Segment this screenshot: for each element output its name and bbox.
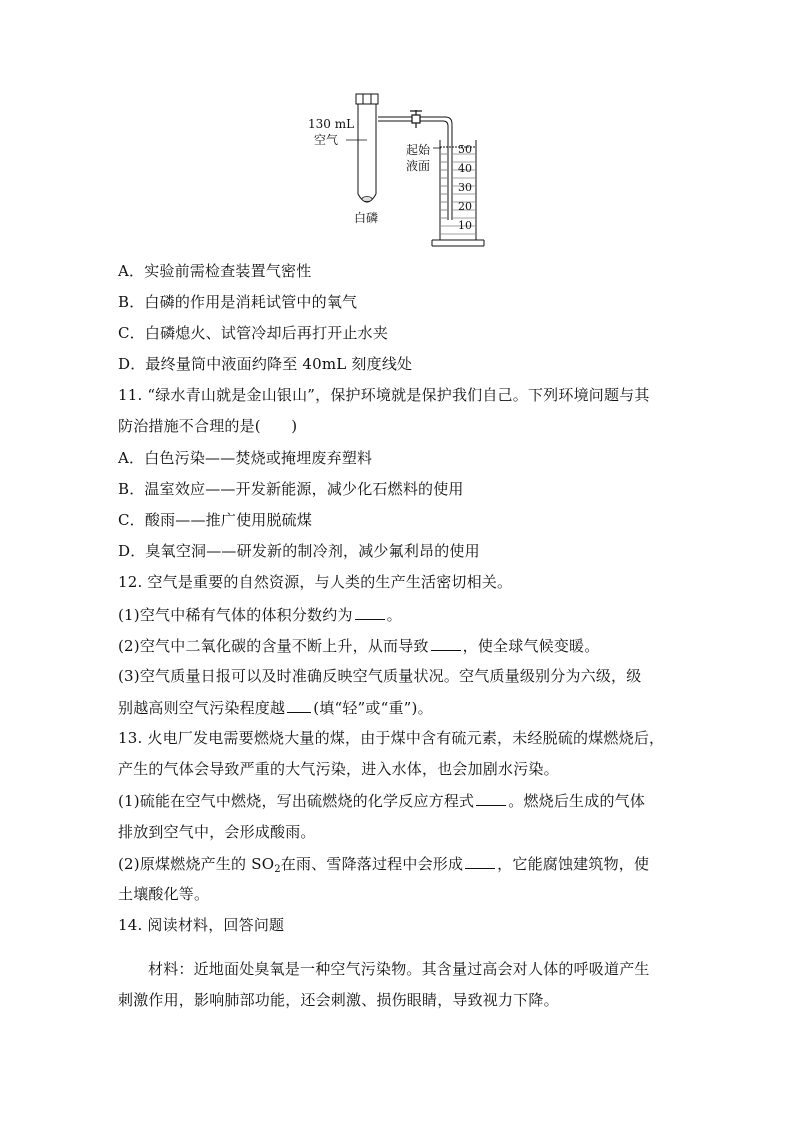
q11-stem: 11. “绿水青山就是金山银山”，保护环境就是保护我们自己。下列环境问题与其 (118, 386, 650, 404)
q14-material: 刺激作用，影响肺部功能，还会刺激、损伤眼睛，导致视力下降。 (118, 991, 559, 1009)
q12-part-3: (3)空气质量日报可以及时准确反映空气质量状况。空气质量级别分为六级，级 (118, 667, 642, 685)
q13-part-1-line-2: 排放到空气中，会形成酸雨。 (118, 823, 316, 841)
q10-option-d: D．最终量筒中液面约降至 40mL 刻度线处 (118, 355, 413, 373)
scale-label: 20 (458, 200, 472, 213)
white-phosphorus (362, 197, 372, 202)
q10-option-c: C．白磷熄火、试管冷却后再打开止水夹 (118, 324, 389, 342)
scale-label: 30 (458, 181, 472, 194)
q13-part-1-text: (1)硫能在空气中燃烧，写出硫燃烧的化学反应方程式 (118, 792, 475, 810)
air-label: 空气 (314, 133, 339, 147)
scale-label: 50 (458, 143, 472, 156)
answer-blank[interactable] (355, 604, 385, 620)
volume-label: 130 mL (308, 117, 355, 131)
q13-part-2-text: 在雨、雪降落过程中会形成 (280, 855, 464, 873)
q12-part-2-text: (2)空气中二氧化碳的含量不断上升，从而导致 (118, 637, 429, 655)
q13-part-2-text: (2)原煤燃烧产生的 SO (118, 855, 275, 873)
q12-part-1-text: (1)空气中稀有气体的体积分数约为 (118, 606, 353, 624)
q12-part-2 (118, 635, 599, 656)
scale-label: 40 (458, 162, 472, 175)
q14-stem: 14. 阅读材料，回答问题 (118, 916, 285, 934)
q11-stem: 防治措施不合理的是( ) (118, 417, 298, 435)
answer-blank[interactable] (287, 697, 311, 713)
phosphorus-label: 白磷 (354, 211, 379, 225)
answer-blank[interactable] (465, 853, 495, 869)
start-level-label: 液面 (406, 159, 431, 173)
clamp (410, 110, 422, 128)
q12-part-1 (118, 604, 402, 625)
apparatus-diagram (300, 90, 500, 250)
q12-part-3-line-2 (118, 697, 433, 718)
q13-part-2-text: ，它能腐蚀建筑物，使 (497, 855, 650, 873)
q13-part-2 (118, 853, 649, 874)
test-tube (356, 94, 378, 202)
q13-part-1-text: 。燃烧后生成的气体 (508, 792, 646, 810)
subscript: 2 (274, 864, 281, 875)
q11-option-d: D．臭氧空洞——研发新的制冷剂，减少氟利昂的使用 (118, 542, 480, 560)
scale-label: 10 (458, 219, 472, 232)
answer-blank[interactable] (431, 635, 461, 651)
q11-option-c: C．酸雨——推广使用脱硫煤 (118, 511, 313, 529)
q13-part-2-line-2: 土壤酸化等。 (118, 885, 210, 903)
q11-option-b: B．温室效应——开发新能源，减少化石燃料的使用 (118, 480, 464, 498)
q13-stem: 产生的气体会导致严重的大气污染，进入水体，也会加剧水污染。 (118, 760, 559, 778)
q12-part-2-text: ，使全球气候变暖。 (462, 637, 600, 655)
answer-blank[interactable] (476, 790, 506, 806)
q11-option-a: A．白色污染——焚烧或掩埋废弃塑料 (118, 449, 373, 467)
q12-stem: 12. 空气是重要的自然资源，与人类的生产生活密切相关。 (118, 573, 513, 591)
q12-part-3-text: 别越高则空气污染程度越 (118, 699, 286, 717)
apparatus-figure (300, 90, 500, 250)
start-level-label: 起始 (406, 143, 431, 157)
q10-option-b: B．白磷的作用是消耗试管中的氧气 (118, 293, 358, 311)
q10-option-a: A．实验前需检查装置气密性 (118, 262, 312, 280)
q13-stem: 13. 火电厂发电需要燃烧大量的煤，由于煤中含有硫元素，未经脱硫的煤燃烧后， (118, 729, 665, 747)
q13-part-1 (118, 790, 645, 811)
q14-material: 材料：近地面处臭氧是一种空气污染物。其含量过高会对人体的呼吸道产生 (148, 960, 650, 978)
q12-part-3-text: (填“轻”或“重”)。 (313, 699, 433, 717)
q12-part-1-text: 。 (386, 606, 402, 624)
